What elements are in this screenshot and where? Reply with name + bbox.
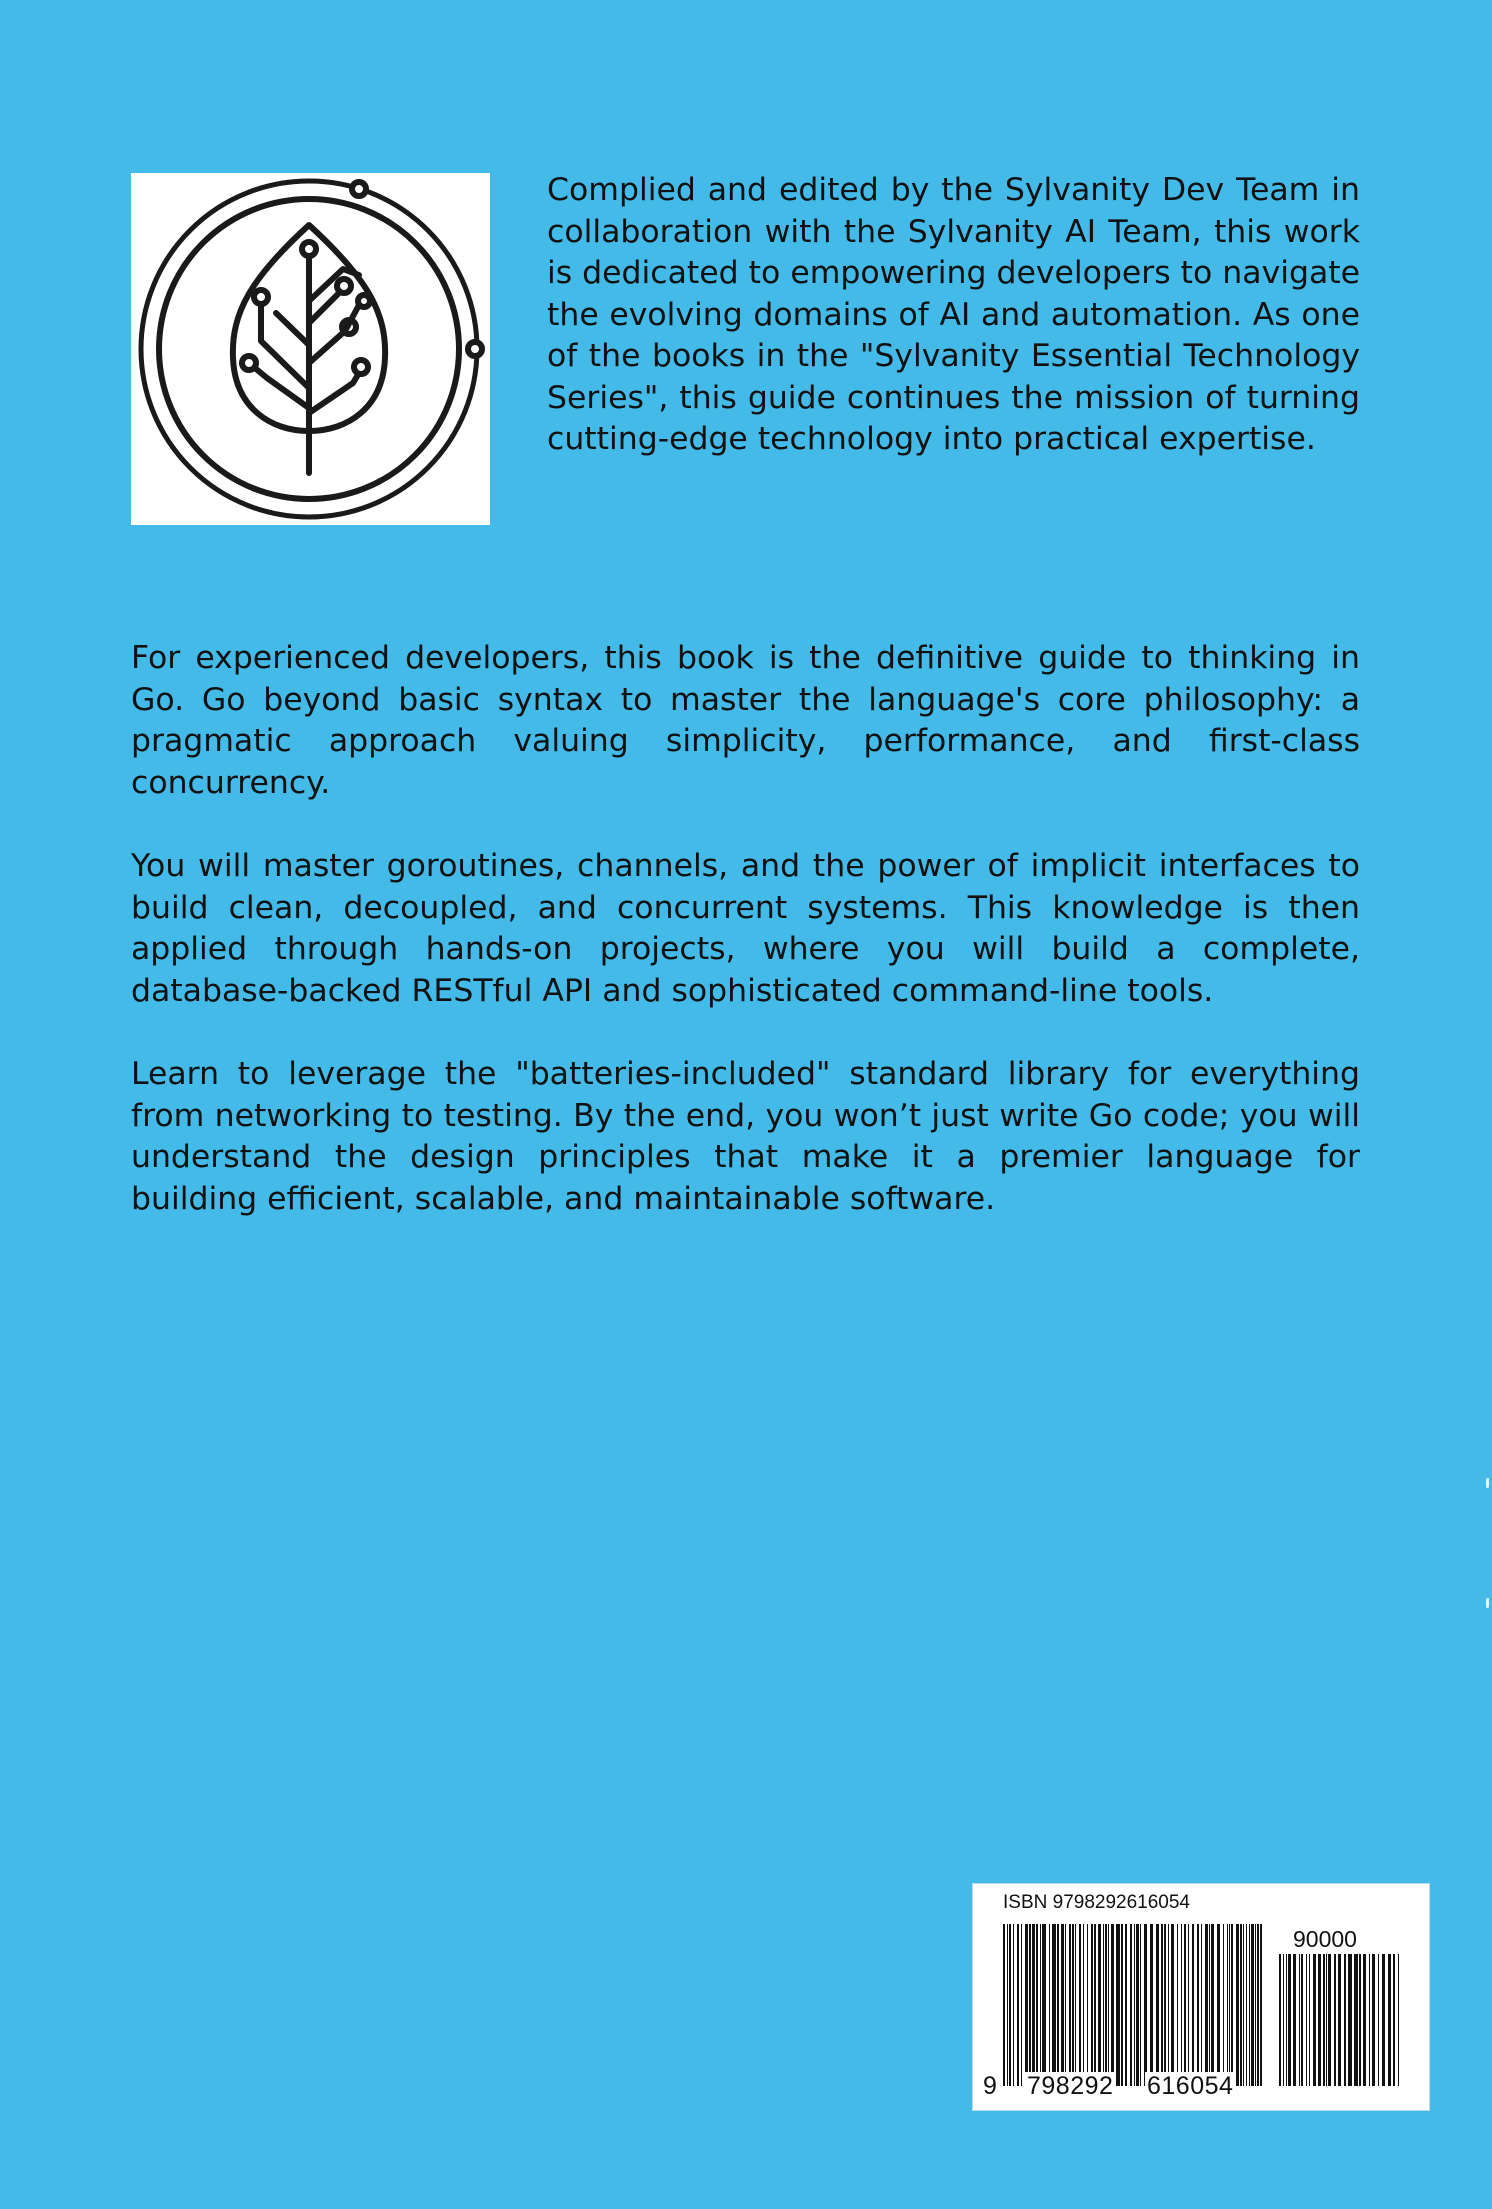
barcode-lead-digit: 9 — [983, 2072, 998, 2100]
description-paragraph: For experienced developers, this book is the definitive guide to thinking in Go. Go beyond basic syntax to master the language's core philosophy: a pragmatic approach valuing simplicity, performance, and first-class concurrency. — [131, 640, 1360, 801]
description-paragraph: Learn to leverage the "batteries-included" standard library for everything from networking to testing. By the end, you won’t just write Go code; you will understand the design principles that make it a premier language for building efficient, scalable, and maintainable software. — [131, 1056, 1360, 1217]
isbn-barcode — [972, 1883, 1430, 2111]
spine-edge-mark — [1486, 1598, 1489, 1608]
barcode-bars — [1001, 1924, 1265, 2086]
publisher-logo — [131, 173, 490, 525]
barcode-left-digits: 798292 — [1027, 2072, 1114, 2100]
intro-text: Complied and edited by the Sylvanity Dev Team in collaboration with the Sylvanity AI Team, this work is dedicated to empowering developers to navigate the evolving domains of AI and automation. As one of the books in the "Sylvanity Essential Technology Series", this guide continues the mission of turning cutting-edge technology into practical expertise. — [547, 172, 1360, 457]
spine-edge-mark — [1486, 1478, 1489, 1488]
description-paragraph: You will master goroutines, channels, and the power of implicit interfaces to build clean, decoupled, and concurrent systems. This knowledge is then applied through hands-on projects, where you will build a complete, database-backed RESTful API and sophisticated command-line tools. — [131, 848, 1360, 1009]
circuit-leaf-icon — [131, 173, 490, 525]
addon-barcode-bars — [1277, 1954, 1403, 2086]
barcode-right-digits: 616054 — [1147, 2072, 1234, 2100]
isbn-label: ISBN 9798292616054 — [1003, 1892, 1190, 1913]
description — [131, 638, 1360, 1262]
price-code: 90000 — [1293, 1926, 1357, 1952]
